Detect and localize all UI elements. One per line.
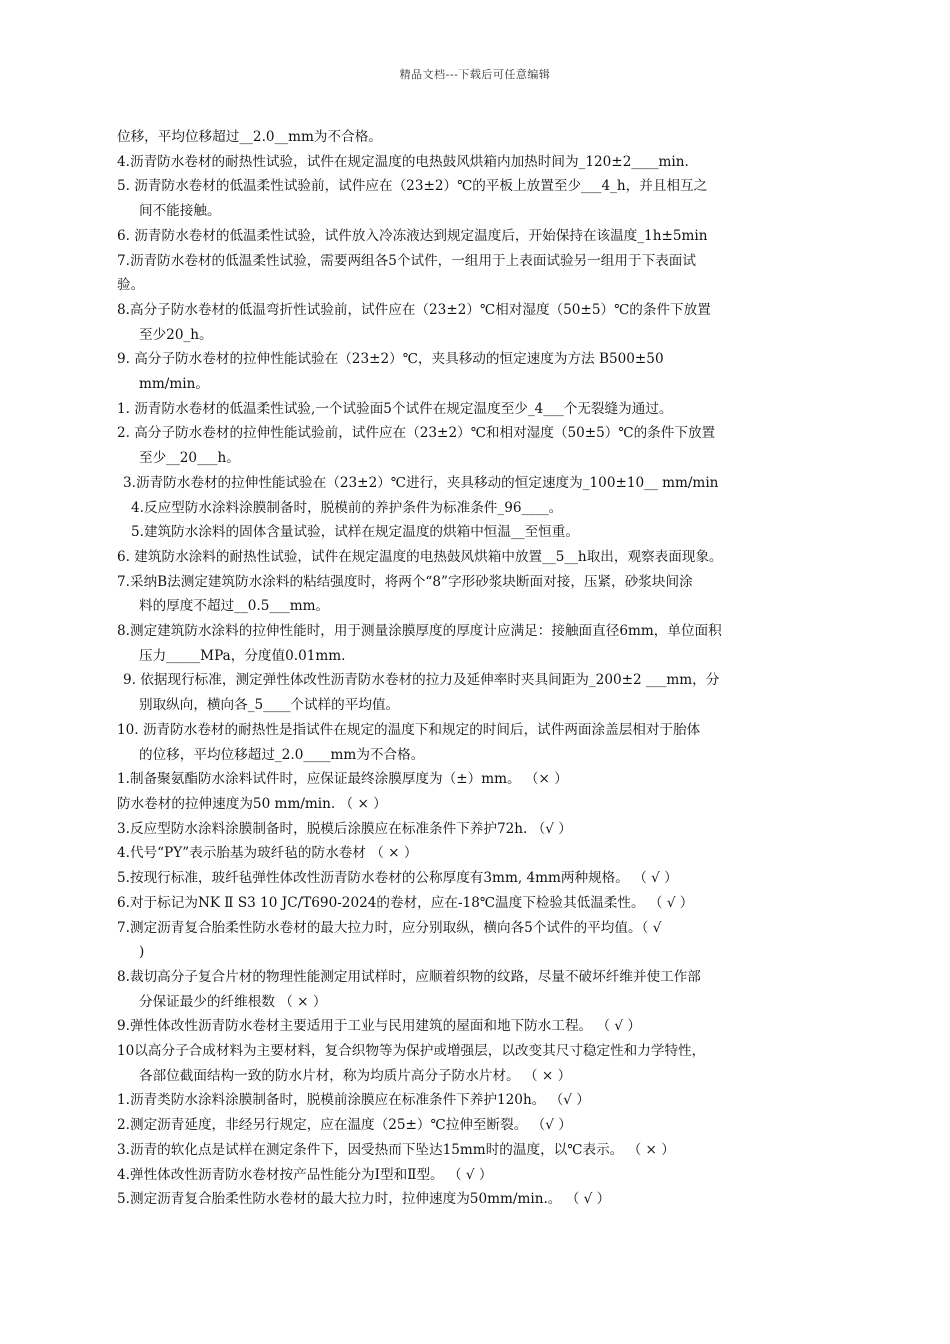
text-line: 4.代号“PY”表示胎基为玻纤毡的防水卷材 （ × ） bbox=[117, 845, 418, 862]
text-line: 9.弹性体改性沥青防水卷材主要适用于工业与民用建筑的屋面和地下防水工程。 （ √ ） bbox=[117, 1018, 641, 1035]
text-line: 10以高分子合成材料为主要材料，复合织物等为保护或增强层，以改变其尺寸稳定性和力学特性， bbox=[117, 1043, 706, 1060]
text-line: 料的厚度不超过__0.5___mm。 bbox=[139, 598, 330, 615]
text-line: 3.沥青防水卷材的拉伸性能试验在（23±2）℃进行，夹具移动的恒定速度为_100±10__ mm/min bbox=[123, 474, 719, 491]
text-line: mm/min。 bbox=[139, 376, 209, 393]
text-line: 6. 沥青防水卷材的低温柔性试验，试件放入冷冻液达到规定温度后，开始保持在该温度_1h±5min bbox=[117, 227, 708, 244]
text-line: 4.弹性体改性沥青防水卷材按产品性能分为Ⅰ型和Ⅱ型。 （ √ ） bbox=[117, 1166, 493, 1183]
text-line: 7.沥青防水卷材的低温柔性试验，需要两组各5个试件，一组用于上表面试验另一组用于下表面试 bbox=[117, 252, 696, 269]
text-line: 位移，平均位移超过__2.0__mm为不合格。 bbox=[117, 129, 382, 145]
text-line: 5.测定沥青复合胎柔性防水卷材的最大拉力时，拉伸速度为50mm/min.。 （ √ ） bbox=[117, 1191, 611, 1208]
text-line: 8.测定建筑防水涂料的拉伸性能时，用于测量涂膜厚度的厚度计应满足：接触面直径6mm，单位面积 bbox=[117, 623, 722, 640]
text-line: 8.高分子防水卷材的低温弯折性试验前，试件应在（23±2）℃相对湿度（50±5）℃的条件下放置 bbox=[117, 301, 711, 318]
text-line: 间不能接触。 bbox=[139, 203, 221, 220]
text-line: 的位移，平均位移超过_2.0____mm为不合格。 bbox=[139, 746, 425, 763]
text-line: 8.裁切高分子复合片材的物理性能测定用试样时，应顺着织物的纹路，尽量不破坏纤维并使工作部 bbox=[117, 968, 701, 985]
text-line: 4.反应型防水涂料涂膜制备时，脱模前的养护条件为标准条件_96____。 bbox=[131, 499, 563, 516]
text-line: 5.建筑防水涂料的固体含量试验，试样在规定温度的烘箱中恒温__至恒重。 bbox=[131, 524, 579, 541]
page-header: 精品文档---下载后可任意编辑 bbox=[399, 68, 551, 81]
text-line: 至少20_h。 bbox=[139, 326, 213, 343]
text-line: 9. 依据现行标准，测定弹性体改性沥青防水卷材的拉力及延伸率时夹具间距为_200±2 ___mm，分 bbox=[123, 672, 720, 689]
text-line: 压力_____MPa，分度值0.01mm. bbox=[139, 647, 346, 664]
text-line: 3.反应型防水涂料涂膜制备时，脱模后涂膜应在标准条件下养护72h. （√ ） bbox=[117, 820, 572, 837]
text-line: 1. 沥青防水卷材的低温柔性试验,一个试验面5个试件在规定温度至少_4___个无裂缝为通过。 bbox=[117, 400, 673, 417]
text-line: 10. 沥青防水卷材的耐热性是指试件在规定的温度下和规定的时间后，试件两面涂盖层相对于胎体 bbox=[117, 721, 701, 738]
text-line: 2. 高分子防水卷材的拉伸性能试验前，试件应在（23±2）℃和相对湿度（50±5）℃的条件下放置 bbox=[117, 425, 716, 442]
text-line: 6.对于标记为NK Ⅱ S3 10 JC/T690-2024的卷材，应在-18℃温度下检验其低温柔性。 （ √ ） bbox=[117, 894, 694, 911]
text-line: 1.沥青类防水涂料涂膜制备时，脱模前涂膜应在标准条件下养护120h。 （√ ） bbox=[117, 1092, 590, 1109]
text-line: 防水卷材的拉伸速度为50 mm/min. （ × ） bbox=[117, 795, 387, 812]
text-line: 2.测定沥青延度，非经另行规定，应在温度（25±）℃拉伸至断裂。 （√ ） bbox=[117, 1117, 572, 1134]
text-line: 4.沥青防水卷材的耐热性试验，试件在规定温度的电热鼓风烘箱内加热时间为_120±2____min. bbox=[117, 153, 689, 170]
text-line: 别取纵向，横向各_5____个试样的平均值。 bbox=[139, 697, 400, 714]
text-line: 7.测定沥青复合胎柔性防水卷材的最大拉力时，应分别取纵，横向各5个试件的平均值。（ √ bbox=[117, 919, 662, 936]
text-line: 7.采纳B法测定建筑防水涂料的粘结强度时，将两个“8”字形砂浆块断面对接，压紧，砂浆块间涂 bbox=[117, 573, 693, 590]
document-body bbox=[117, 125, 852, 1212]
text-line: 至少__20___h。 bbox=[139, 450, 240, 467]
text-line: 6. 建筑防水涂料的耐热性试验，试件在规定温度的电热鼓风烘箱中放置__5__h取出，观察表面现象。 bbox=[117, 548, 723, 565]
text-line: 5. 沥青防水卷材的低温柔性试验前，试件应在（23±2）℃的平板上放置至少___4_h，并且相互之 bbox=[117, 178, 708, 195]
text-line: 1.制备聚氨酯防水涂料试件时，应保证最终涂膜厚度为（±）mm。 （× ） bbox=[117, 771, 568, 788]
text-line: ) bbox=[139, 944, 145, 961]
text-line: 验。 bbox=[117, 277, 145, 294]
text-line: 分保证最少的纤维根数 （ × ） bbox=[139, 993, 327, 1010]
text-line: 3.沥青的软化点是试样在测定条件下，因受热而下坠达15mm时的温度，以℃表示。 （ × ） bbox=[117, 1141, 675, 1158]
text-line: 5.按现行标准，玻纤毡弹性体改性沥青防水卷材的公称厚度有3mm, 4mm两种规格。 （ √ ） bbox=[117, 870, 678, 887]
text-line: 各部位截面结构一致的防水片材，称为均质片高分子防水片材。 （ × ） bbox=[139, 1067, 572, 1084]
text-line: 9. 高分子防水卷材的拉伸性能试验在（23±2）℃，夹具移动的恒定速度为方法 B500±50 bbox=[117, 351, 664, 368]
